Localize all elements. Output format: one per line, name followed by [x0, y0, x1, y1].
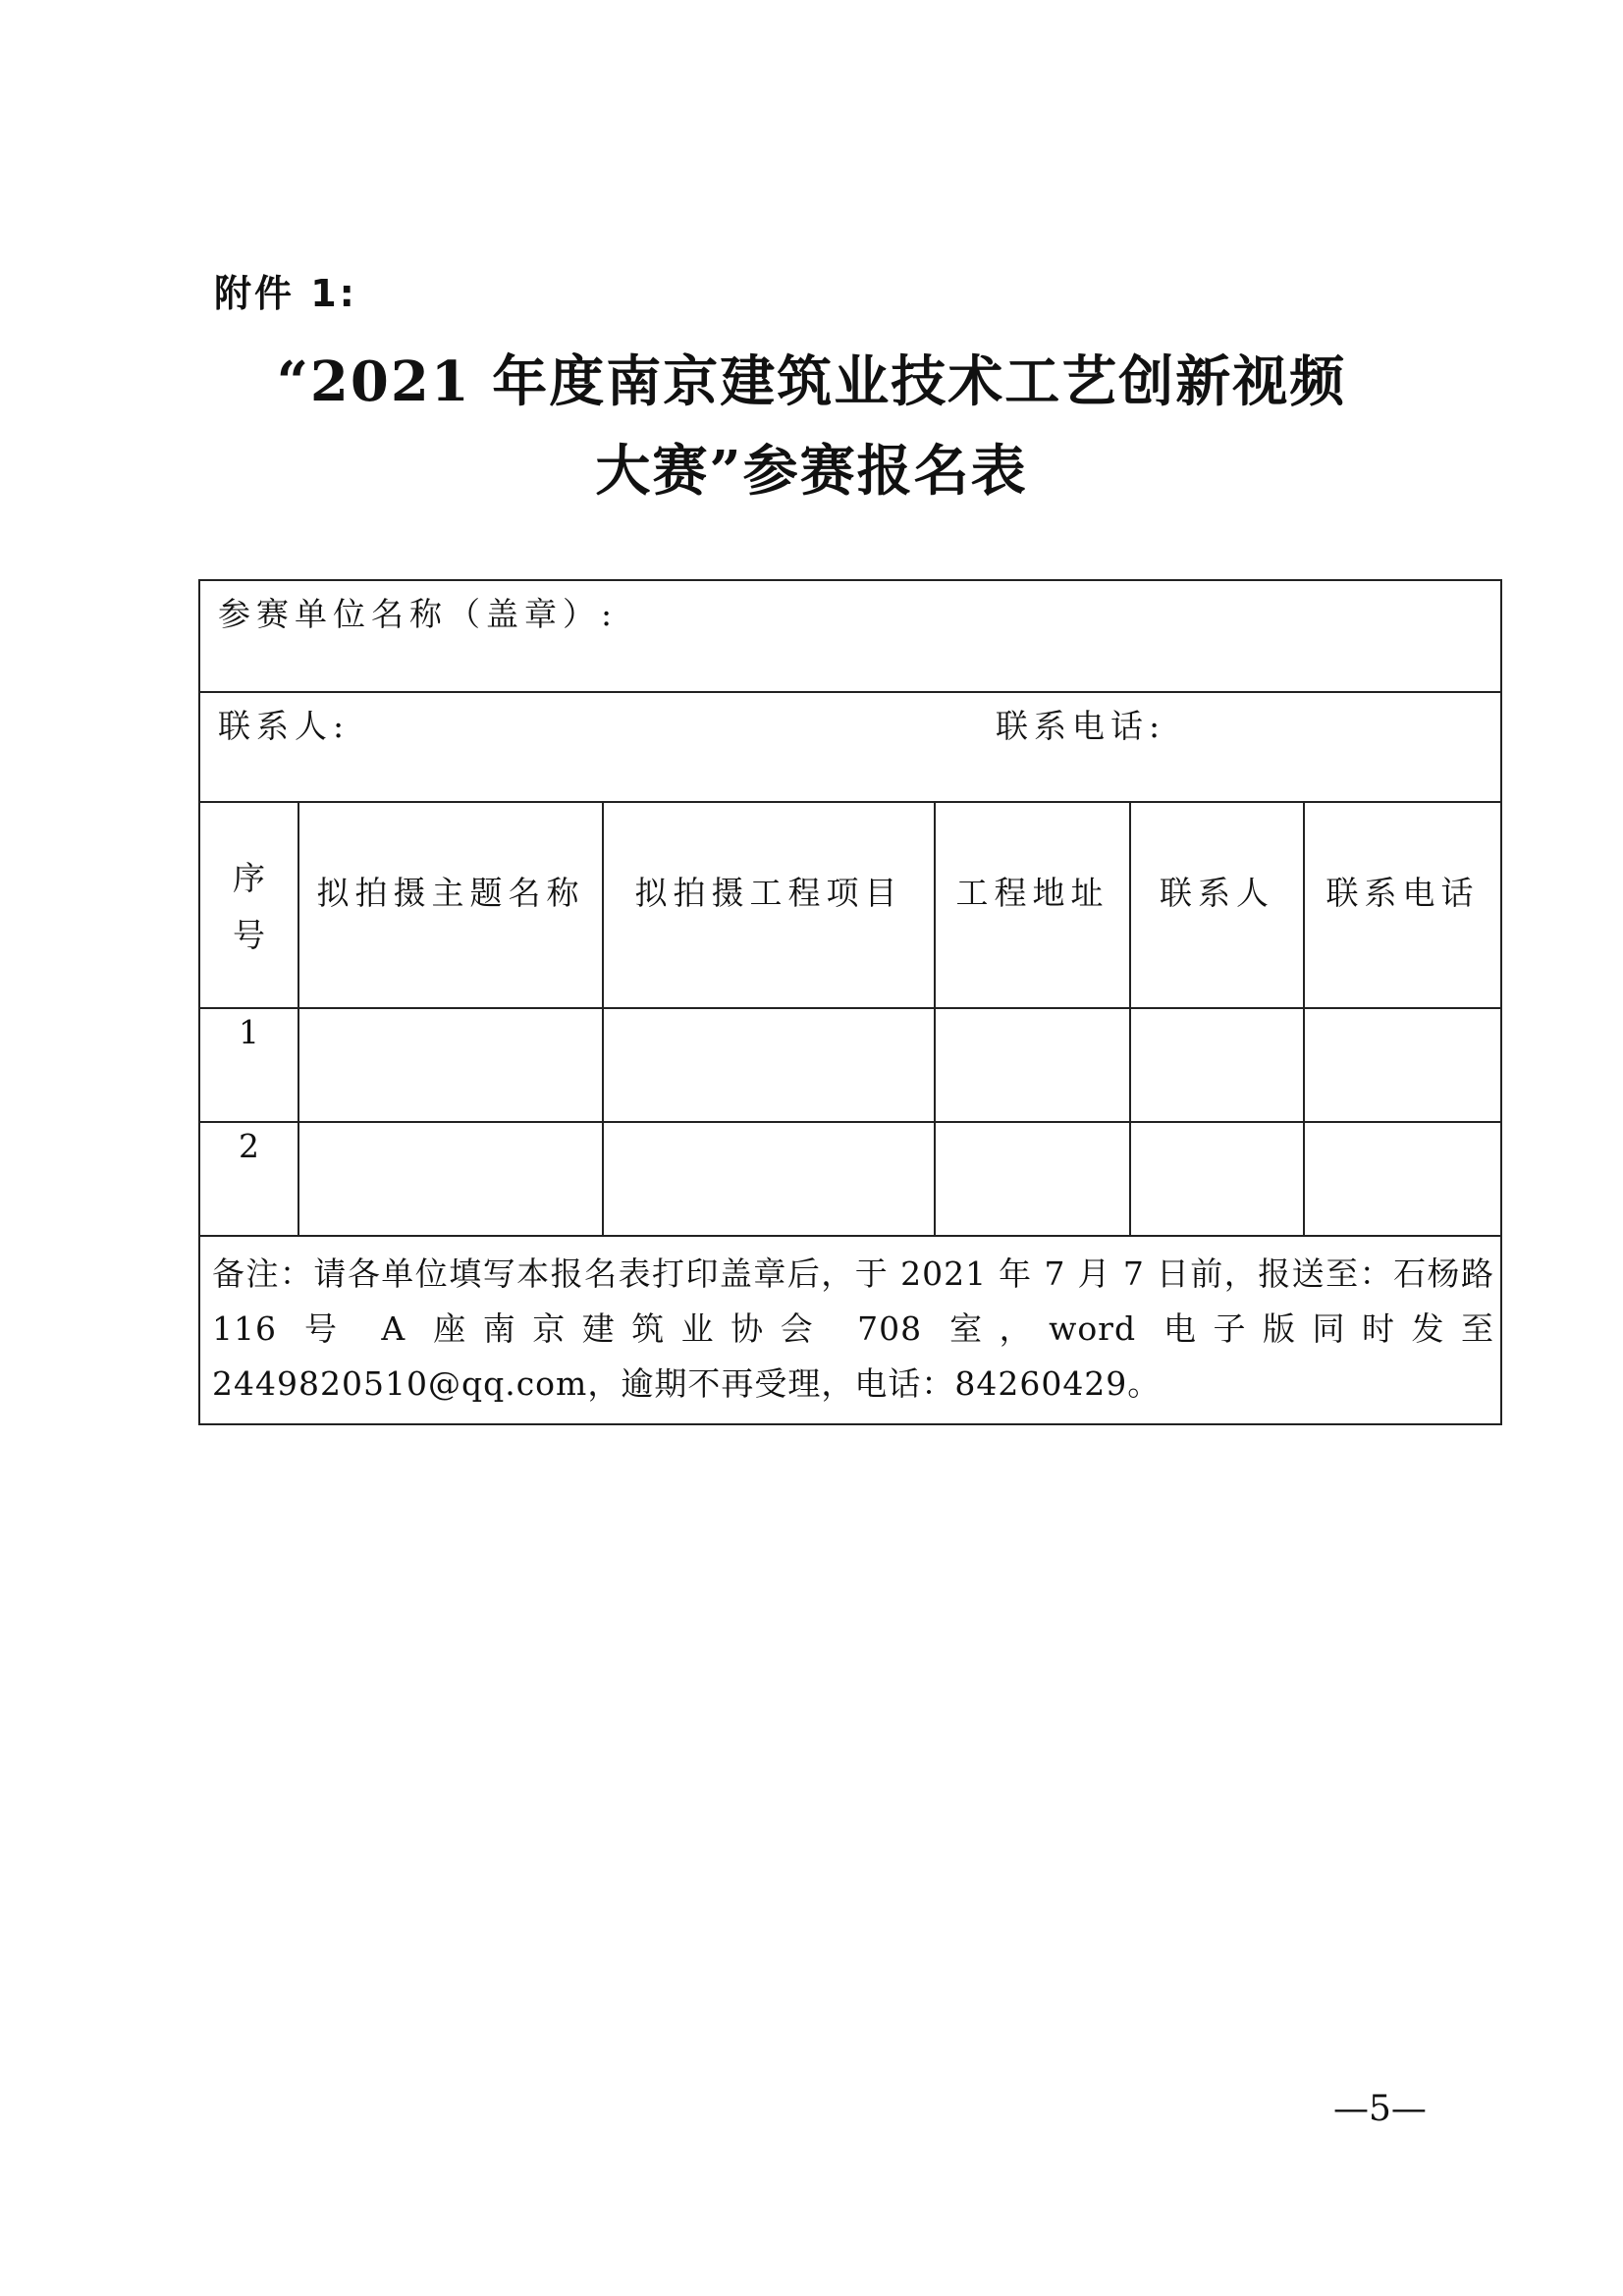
row-topic-cell[interactable] — [298, 1008, 603, 1122]
unit-name-field[interactable] — [199, 580, 1501, 692]
row-address-cell[interactable] — [935, 1008, 1130, 1122]
column-header-contact: 联系人 — [1130, 802, 1304, 1008]
row-seq: 1 — [199, 1008, 298, 1122]
row-contact-cell[interactable] — [1130, 1122, 1304, 1236]
table-header-row — [199, 802, 1501, 1008]
row-contact-cell[interactable] — [1130, 1008, 1304, 1122]
row-phone-cell[interactable] — [1304, 1122, 1501, 1236]
attachment-label: 附件 1: — [214, 272, 357, 315]
row-project-cell[interactable] — [603, 1008, 935, 1122]
page-number: —5— — [1333, 2089, 1427, 2129]
table-row — [199, 1008, 1501, 1122]
row-address-cell[interactable] — [935, 1122, 1130, 1236]
contact-phone-label: 联系电话: — [996, 707, 1166, 745]
contact-row — [199, 692, 1501, 802]
row-topic-cell[interactable] — [298, 1122, 603, 1236]
contact-field[interactable] — [199, 692, 1501, 802]
note-text: 备注：请各单位填写本报名表打印盖章后，于 2021 年 7 月 7 日前，报送至：石杨路 116 号 A 座南京建筑业协会 708 室，word 电子版同时发至 2449820510@qq.com，逾期不再受理，电话：84260429。 — [199, 1236, 1501, 1424]
document-title-line-1: “2021 年度南京建筑业技术工艺创新视频 — [276, 349, 1347, 414]
table-row — [199, 1122, 1501, 1236]
column-header-seq — [199, 802, 298, 1008]
registration-form-table — [198, 579, 1502, 1425]
column-header-seq-char-1: 序 — [233, 859, 265, 897]
row-seq: 2 — [199, 1122, 298, 1236]
document-title-line-2: 大赛”参赛报名表 — [595, 439, 1028, 504]
unit-name-row — [199, 580, 1501, 692]
column-header-phone: 联系电话 — [1304, 802, 1501, 1008]
column-header-address: 工程地址 — [935, 802, 1130, 1008]
column-header-project: 拟拍摄工程项目 — [603, 802, 935, 1008]
column-header-seq-char-2: 号 — [233, 916, 265, 954]
column-header-topic: 拟拍摄主题名称 — [298, 802, 603, 1008]
unit-name-label: 参赛单位名称（盖章）: — [218, 595, 619, 633]
row-phone-cell[interactable] — [1304, 1008, 1501, 1122]
contact-person-label: 联系人: — [218, 707, 351, 745]
note-row — [199, 1236, 1501, 1424]
row-project-cell[interactable] — [603, 1122, 935, 1236]
